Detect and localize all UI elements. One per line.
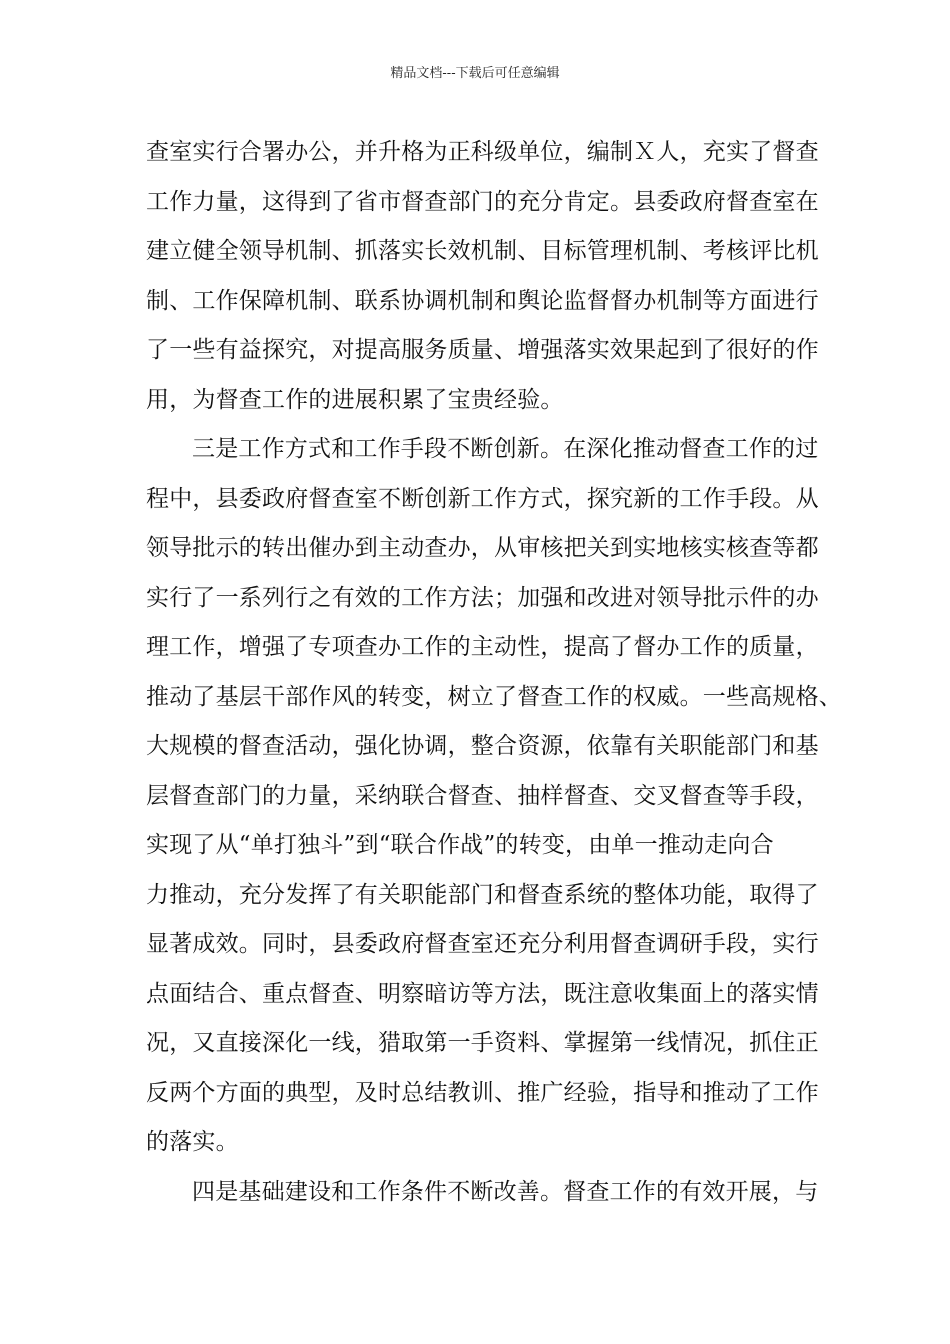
text-line: 了一些有益探究，对提高服务质量、增强落实效果起到了很好的作: [146, 337, 819, 363]
document-body: [146, 128, 842, 1217]
text-line: 用，为督查工作的进展积累了宝贵经验。: [146, 386, 564, 413]
text-line: 领导批示的转出催办到主动查办，从审核把关到实地核实核查等都: [146, 535, 819, 561]
text-line: 工作力量，这得到了省市督查部门的充分肯定。县委政府督查室在: [146, 188, 819, 215]
text-line: 理工作，增强了专项查办工作的主动性，提高了督办工作的质量，: [146, 634, 819, 660]
text-line: 力推动，充分发挥了有关职能部门和督查系统的整体功能，取得了: [146, 881, 819, 908]
text-line: 反两个方面的典型，及时总结教训、推广经验，指导和推动了工作: [146, 1079, 819, 1106]
text-line: 点面结合、重点督查、明察暗访等方法，既注意收集面上的落实情: [146, 980, 819, 1007]
text-line: 大规模的督查活动，强化协调，整合资源，依靠有关职能部门和基: [146, 733, 819, 759]
text-line: 程中，县委政府督查室不断创新工作方式，探究新的工作手段。从: [146, 485, 819, 512]
text-line: 层督查部门的力量，采纳联合督查、抽样督查、交叉督查等手段，: [146, 782, 819, 809]
text-line: 实行了一系列行之有效的工作方法；加强和改进对领导批示件的办: [146, 584, 819, 611]
text-line: 制、工作保障机制、联系协调机制和舆论监督督办机制等方面进行: [146, 287, 819, 314]
page-header: 精品文档---下载后可任意编辑: [390, 66, 560, 81]
text-line: 显著成效。同时，县委政府督查室还充分利用督查调研手段，实行: [146, 931, 819, 957]
text-line: 推动了基层干部作风的转变，树立了督查工作的权威。一些高规格、: [146, 683, 842, 710]
text-line: 建立健全领导机制、抓落实长效机制、目标管理机制、考核评比机: [146, 238, 819, 264]
text-line: 四是基础建设和工作条件不断改善。督查工作的有效开展，与: [192, 1178, 819, 1205]
text-line: 的落实。: [146, 1129, 239, 1155]
text-line: 况，又直接深化一线，猎取第一手资料、掌握第一线情况，抓住正: [146, 1030, 819, 1056]
text-line: 实现了从“单打独斗”到“联合作战”的转变，由单一推动走向合: [146, 832, 774, 858]
text-line: 查室实行合署办公，并升格为正科级单位，编制Ｘ人，充实了督查: [146, 139, 819, 165]
text-line: 三是工作方式和工作手段不断创新。在深化推动督查工作的过: [192, 436, 819, 462]
